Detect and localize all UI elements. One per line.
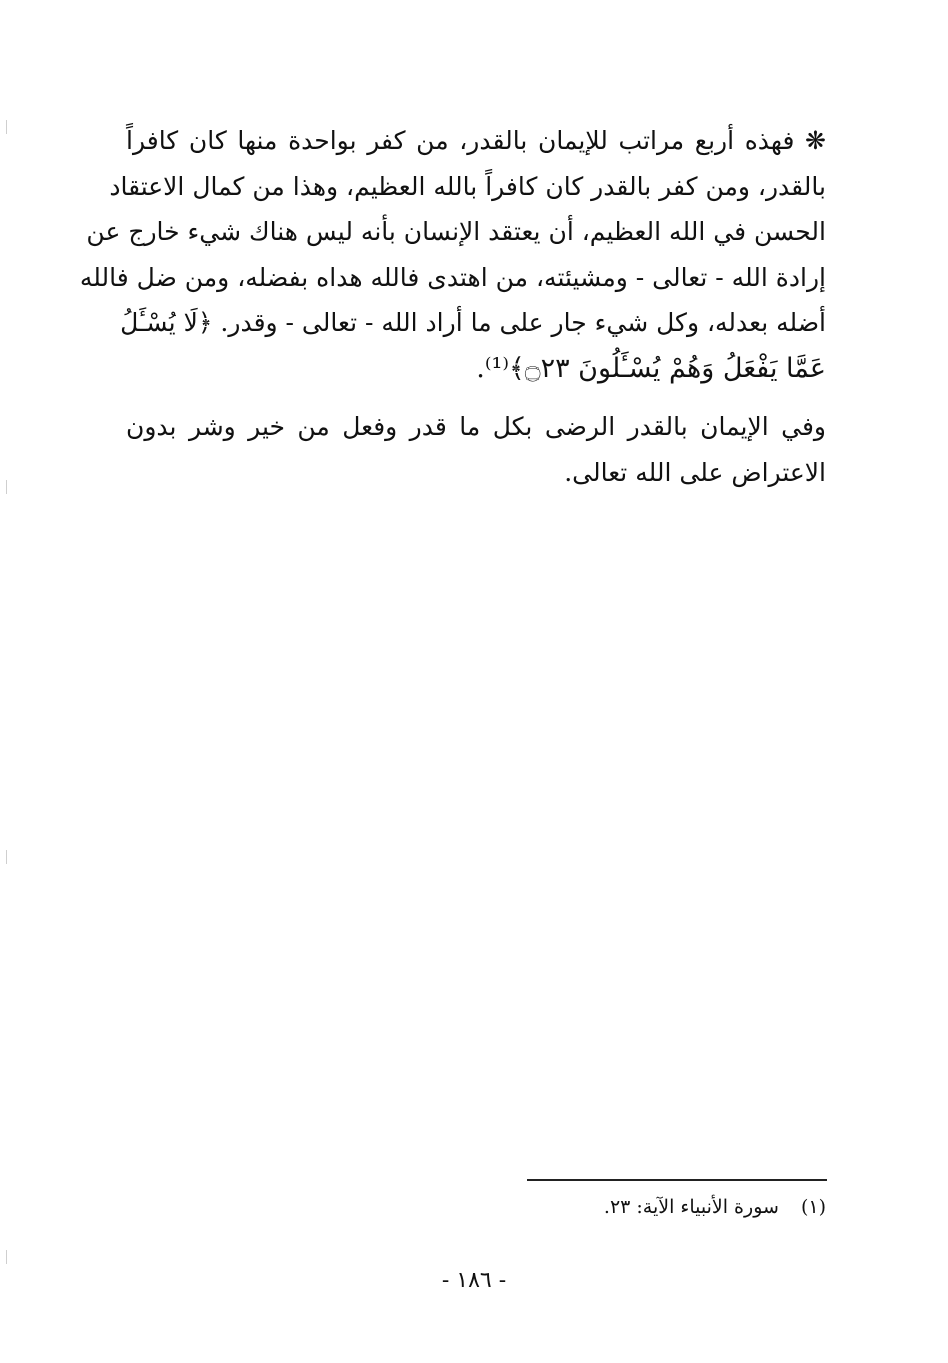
paragraph-faith-levels xyxy=(79,118,826,391)
text-line: وفي الإيمان بالقدر الرضى بكل ما قدر وفعل من خير وشر بدون xyxy=(126,412,826,441)
left-margin-mark xyxy=(6,480,7,494)
text-line: بالقدر، ومن كفر بالقدر كان كافراً بالله العظيم، وهذا من كمال الاعتقاد xyxy=(109,171,826,201)
footnote xyxy=(604,1196,826,1218)
main-text xyxy=(79,118,826,495)
left-margin-mark xyxy=(6,1250,7,1264)
quran-verse-line: عَمَّا يَفْعَلُ وَهُمْ يُسْـَٔلُونَ ۝٢٣﴾⁽¹⁾. xyxy=(476,352,826,384)
footnote-text: سورة الأنبياء الآية: ٢٣. xyxy=(603,1196,779,1218)
paragraph-contentment xyxy=(126,404,826,495)
page-number: - ١٨٦ - xyxy=(441,1268,507,1293)
text-line: الحسن في الله العظيم، أن يعتقد الإنسان بأنه ليس هناك شيء خارج عن xyxy=(86,217,826,246)
text-line: أضله بعدله، وكل شيء جار على ما أراد الله - تعالى - وقدر. ﴿لَا يُسْـَٔلُ xyxy=(120,308,826,337)
footnote-divider xyxy=(527,1179,827,1181)
footnote-number: (١) xyxy=(800,1196,826,1218)
text-line: الاعتراض على الله تعالى. xyxy=(564,457,826,487)
text-line: ❋ فهذه أربع مراتب للإيمان بالقدر، من كفر بواحدة منها كان كافراً xyxy=(126,126,826,155)
left-margin-mark xyxy=(6,850,7,864)
left-margin-mark xyxy=(6,120,7,134)
text-line: إرادة الله - تعالى - ومشيئته، من اهتدى فالله هداه بفضله، ومن ضل فالله xyxy=(79,262,826,292)
